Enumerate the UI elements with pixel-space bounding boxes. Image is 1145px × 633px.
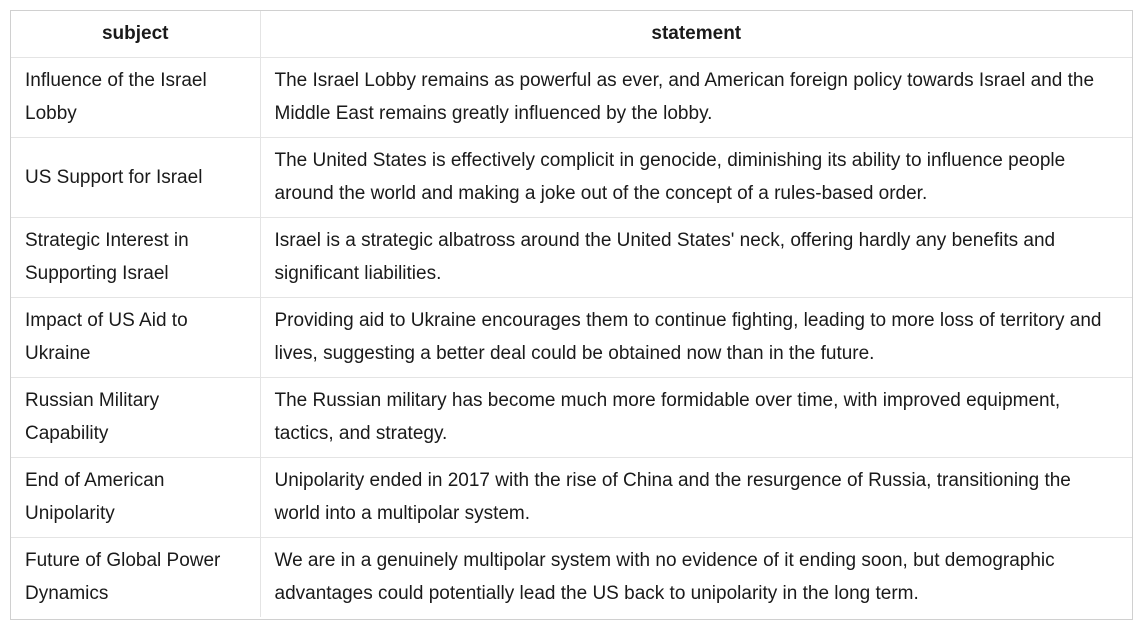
subject-cell: Strategic Interest in Supporting Israel (11, 217, 260, 297)
statements-table-container (10, 10, 1133, 620)
statement-column-header: statement (260, 11, 1132, 57)
subject-cell: US Support for Israel (11, 137, 260, 217)
table-row (11, 537, 1132, 617)
statement-cell: Providing aid to Ukraine encourages them to continue fighting, leading to more loss of territory and lives, suggesting a better deal could be obtained now than in the future. (260, 297, 1132, 377)
statement-cell: We are in a genuinely multipolar system with no evidence of it ending soon, but demographic advantages could potentially lead the US back to unipolarity in the long term. (274, 550, 1055, 605)
table-body (11, 57, 1132, 617)
table-row (11, 457, 1132, 537)
table-row (11, 57, 1132, 137)
subject-cell: Future of Global Power Dynamics (11, 537, 260, 617)
statement-cell: Unipolarity ended in 2017 with the rise of China and the resurgence of Russia, transitioning the world into a multipolar system. (260, 457, 1132, 537)
table-row (11, 137, 1132, 217)
subject-cell: Influence of the Israel Lobby (11, 57, 260, 137)
statements-table (11, 11, 1132, 617)
statement-cell: The Russian military has become much more formidable over time, with improved equipment, tactics, and strategy. (260, 377, 1132, 457)
subject-cell: Russian Military Capability (11, 377, 260, 457)
table-header-row (11, 11, 1132, 57)
subject-cell: Impact of US Aid to Ukraine (11, 297, 260, 377)
table-row (11, 217, 1132, 297)
statement-cell: The Israel Lobby remains as powerful as ever, and American foreign policy towards Israel and the Middle East remains greatly influenced by the lobby. (260, 57, 1132, 137)
statement-cell: The United States is effectively complicit in genocide, diminishing its ability to influence people around the world and making a joke out of the concept of a rules-based order. (260, 137, 1132, 217)
subject-cell: End of American Unipolarity (11, 457, 260, 537)
subject-column-header: subject (11, 11, 260, 57)
table-row (11, 297, 1132, 377)
table-row (11, 377, 1132, 457)
statement-cell: Israel is a strategic albatross around the United States' neck, offering hardly any benefits and significant liabilities. (260, 217, 1132, 297)
